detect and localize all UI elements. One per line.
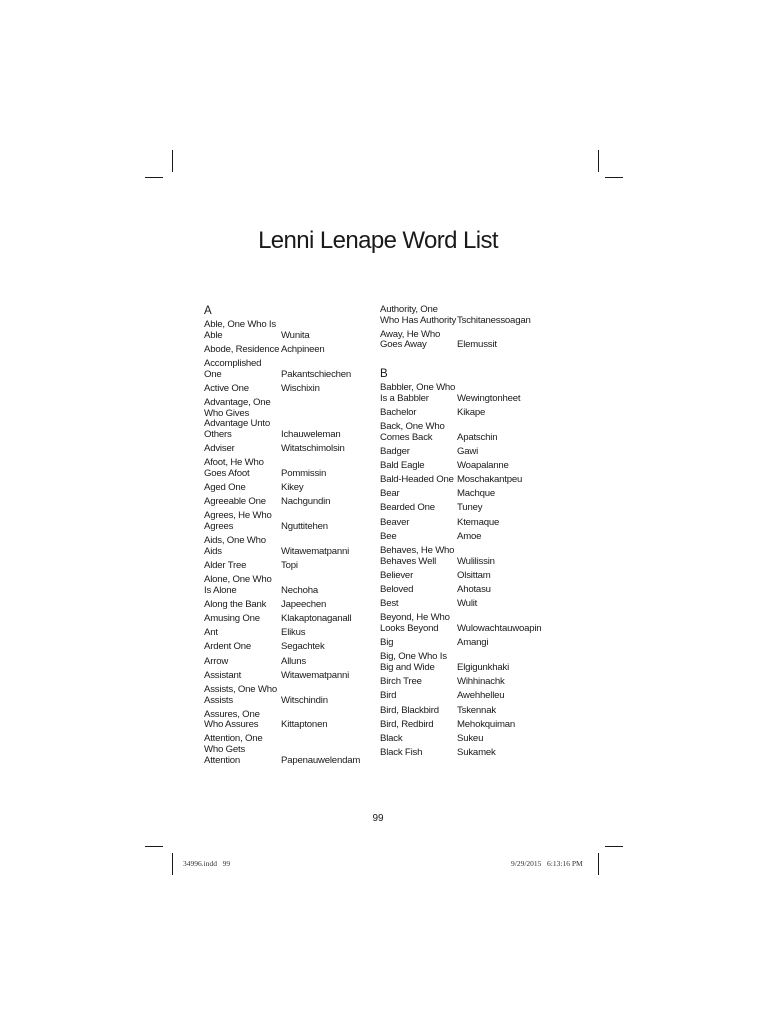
english-term: Badger (380, 445, 410, 457)
lenape-translation: Amoe (457, 530, 482, 542)
word-entry (380, 734, 550, 745)
lenape-translation: Sukeu (457, 732, 484, 744)
lenape-translation: Wunita (281, 329, 310, 341)
english-term: Bearded One (380, 502, 435, 514)
section-letter-heading: A (204, 305, 212, 317)
english-term: Arrow (204, 655, 229, 667)
word-entry (380, 638, 550, 649)
english-term: Ardent One (204, 641, 252, 653)
word-list-column-right (380, 305, 550, 762)
english-term: Bear (380, 488, 400, 500)
lenape-translation: Achpineen (281, 343, 325, 355)
english-term: Bird (380, 690, 397, 702)
english-term: Aids, One Who Aids (204, 535, 266, 557)
word-entry (380, 447, 550, 458)
word-entry (380, 720, 550, 731)
lenape-translation: Tskennak (457, 704, 496, 716)
english-term: Beloved (380, 584, 414, 595)
word-entry (204, 345, 364, 356)
english-term: Behaves, He Who Behaves Well (380, 545, 455, 567)
lenape-translation: Wulilissin (457, 555, 495, 567)
english-term: Bee (380, 530, 397, 542)
lenape-translation: Kikey (281, 481, 304, 493)
lenape-translation: Wulowachtauwoapin (457, 622, 542, 634)
english-term: Assures, One Who Assures (204, 708, 260, 731)
lenape-translation: Ktemaque (457, 516, 500, 528)
english-term: Afoot, He Who Goes Afoot (204, 457, 264, 479)
lenape-translation: Apatschin (457, 431, 498, 443)
lenape-translation: Nechoha (281, 584, 319, 596)
crop-mark-bottom-right-vertical (598, 853, 599, 875)
lenape-translation: Pakantschiechen (281, 368, 352, 380)
lenape-translation: Witawematpanni (281, 669, 350, 681)
page-number: 99 (372, 813, 384, 824)
lenape-translation: Klakaptonaganall (281, 612, 352, 624)
crop-mark-top-right-vertical (598, 150, 599, 172)
word-entry (204, 710, 364, 731)
lenape-translation: Wihhinachk (457, 676, 505, 688)
lenape-translation: Mehokquiman (457, 718, 516, 730)
lenape-translation: Tschitanessoagan (457, 314, 531, 326)
english-term: Back, One Who Comes Back (380, 420, 445, 443)
english-term: Bird, Redbird (380, 718, 434, 730)
word-entry (204, 600, 364, 611)
word-entry (380, 532, 550, 543)
lenape-translation: Ichauweleman (281, 428, 341, 440)
slug-file-name: 34996.indd 99 (183, 859, 231, 868)
english-term: Bird, Blackbird (380, 704, 439, 716)
lenape-translation: Woapalanne (457, 459, 509, 471)
lenape-translation: Witawematpanni (281, 545, 350, 557)
english-term: Adviser (204, 442, 235, 454)
word-entry (380, 475, 550, 486)
english-term: Attention, One Who Gets Attention (204, 733, 263, 766)
english-term: Beaver (380, 516, 410, 528)
crop-mark-bottom-left-horizontal (145, 846, 163, 847)
word-entry (204, 458, 364, 479)
word-list-column-left (204, 305, 364, 770)
word-entry (204, 483, 364, 494)
lenape-translation: Moschakantpeu (457, 474, 523, 486)
word-entry (380, 546, 550, 567)
english-term: Believer (380, 569, 414, 581)
word-entry (204, 657, 364, 668)
lenape-translation: Wulit (457, 598, 478, 610)
english-term: Aged One (204, 481, 246, 493)
word-entry (380, 585, 550, 596)
word-entry (204, 398, 364, 440)
english-term: Birch Tree (380, 676, 422, 688)
section-letter-heading: B (380, 367, 388, 380)
lenape-translation: Sukamek (457, 747, 496, 759)
lenape-translation: Pommissin (281, 467, 327, 479)
word-entry (380, 383, 550, 404)
english-term: Authority, One Who Has Authority (380, 304, 457, 326)
crop-mark-top-right-horizontal (605, 177, 623, 178)
lenape-translation: Elikus (281, 627, 306, 639)
word-entry (380, 599, 550, 610)
crop-mark-top-left-vertical (172, 150, 173, 172)
english-term: Abode, Residence (204, 343, 280, 355)
english-term: Agreeable One (204, 496, 266, 508)
word-entry (204, 685, 364, 706)
crop-mark-bottom-left-vertical (172, 853, 173, 875)
word-entry (380, 503, 550, 514)
english-term: Alone, One Who Is Alone (204, 574, 272, 596)
crop-mark-bottom-right-horizontal (605, 846, 623, 847)
word-entry (204, 628, 364, 639)
lenape-translation: Wewingtonheet (457, 392, 521, 404)
lenape-translation: Machque (457, 488, 496, 500)
lenape-translation: Ahotasu (457, 584, 491, 595)
word-entry (204, 511, 364, 532)
english-term: Big, One Who Is Big and Wide (380, 651, 447, 673)
english-term: Best (380, 598, 399, 610)
word-entry (380, 422, 550, 443)
word-entry (380, 571, 550, 582)
lenape-translation: Tuney (457, 502, 483, 514)
word-entry (380, 748, 550, 759)
crop-mark-top-left-horizontal (145, 177, 163, 178)
word-entry (204, 642, 364, 653)
english-term: Amusing One (204, 612, 260, 624)
word-entry (204, 671, 364, 682)
lenape-translation: Papenauwelendam (281, 754, 361, 766)
word-entry (204, 444, 364, 455)
word-entry (204, 384, 364, 395)
lenape-translation: Wischixin (281, 382, 320, 394)
lenape-translation: Awehhelleu (457, 690, 505, 702)
english-term: Assists, One Who Assists (204, 683, 278, 706)
word-entry (204, 536, 364, 557)
english-term: Assistant (204, 669, 242, 681)
word-entry (380, 613, 550, 634)
lenape-translation: Nachgundin (281, 496, 331, 508)
lenape-translation: Elgigunkhaki (457, 661, 510, 673)
word-entry (204, 359, 364, 380)
lenape-translation: Witschindin (281, 694, 328, 706)
lenape-translation: Alluns (281, 655, 306, 667)
english-term: Black Fish (380, 747, 423, 759)
word-entry (380, 305, 550, 326)
word-entry (380, 652, 550, 673)
english-term: Active One (204, 382, 249, 394)
english-term: Along the Bank (204, 598, 267, 610)
word-entry (380, 677, 550, 688)
lenape-translation: Kikape (457, 406, 486, 418)
word-entry (380, 489, 550, 500)
english-term: Bachelor (380, 406, 417, 418)
word-entry (204, 614, 364, 625)
english-term: Able, One Who Is Able (204, 319, 276, 341)
word-entry (204, 575, 364, 596)
lenape-translation: Witatschimolsin (281, 442, 345, 454)
word-entry (380, 408, 550, 419)
lenape-translation: Japeechen (281, 598, 327, 610)
english-term: Away, He Who Goes Away (380, 328, 441, 351)
lenape-translation: Amangi (457, 637, 489, 649)
word-entry (380, 691, 550, 702)
english-term: Alder Tree (204, 559, 247, 571)
english-term: Bald-Headed One (380, 474, 454, 486)
english-term: Big (380, 637, 394, 649)
english-term: Advantage, One Who Gives Advantage Unto Others (204, 396, 271, 440)
slug-timestamp: 9/29/2015 6:13:16 PM (511, 859, 583, 868)
english-term: Accomplished One (204, 357, 262, 380)
lenape-translation: Gawi (457, 445, 479, 457)
english-term: Bald Eagle (380, 459, 425, 471)
word-entry (204, 497, 364, 508)
word-entry (204, 320, 364, 341)
word-entry (204, 561, 364, 572)
lenape-translation: Nguttitehen (281, 520, 328, 532)
word-entry (380, 461, 550, 472)
lenape-translation: Topi (281, 559, 298, 571)
word-entry (380, 330, 550, 351)
word-entry (204, 734, 364, 766)
english-term: Agrees, He Who Agrees (204, 510, 272, 532)
word-entry (380, 706, 550, 717)
lenape-translation: Elemussit (457, 339, 497, 351)
lenape-translation: Olsittam (457, 569, 491, 581)
english-term: Babbler, One Who Is a Babbler (380, 381, 456, 404)
english-term: Ant (204, 627, 218, 639)
page-title: Lenni Lenape Word List (258, 227, 498, 254)
lenape-translation: Segachtek (281, 641, 325, 653)
lenape-translation: Kittaptonen (281, 719, 328, 731)
english-term: Black (380, 732, 403, 744)
english-term: Beyond, He Who Looks Beyond (380, 612, 450, 634)
word-entry (380, 518, 550, 529)
